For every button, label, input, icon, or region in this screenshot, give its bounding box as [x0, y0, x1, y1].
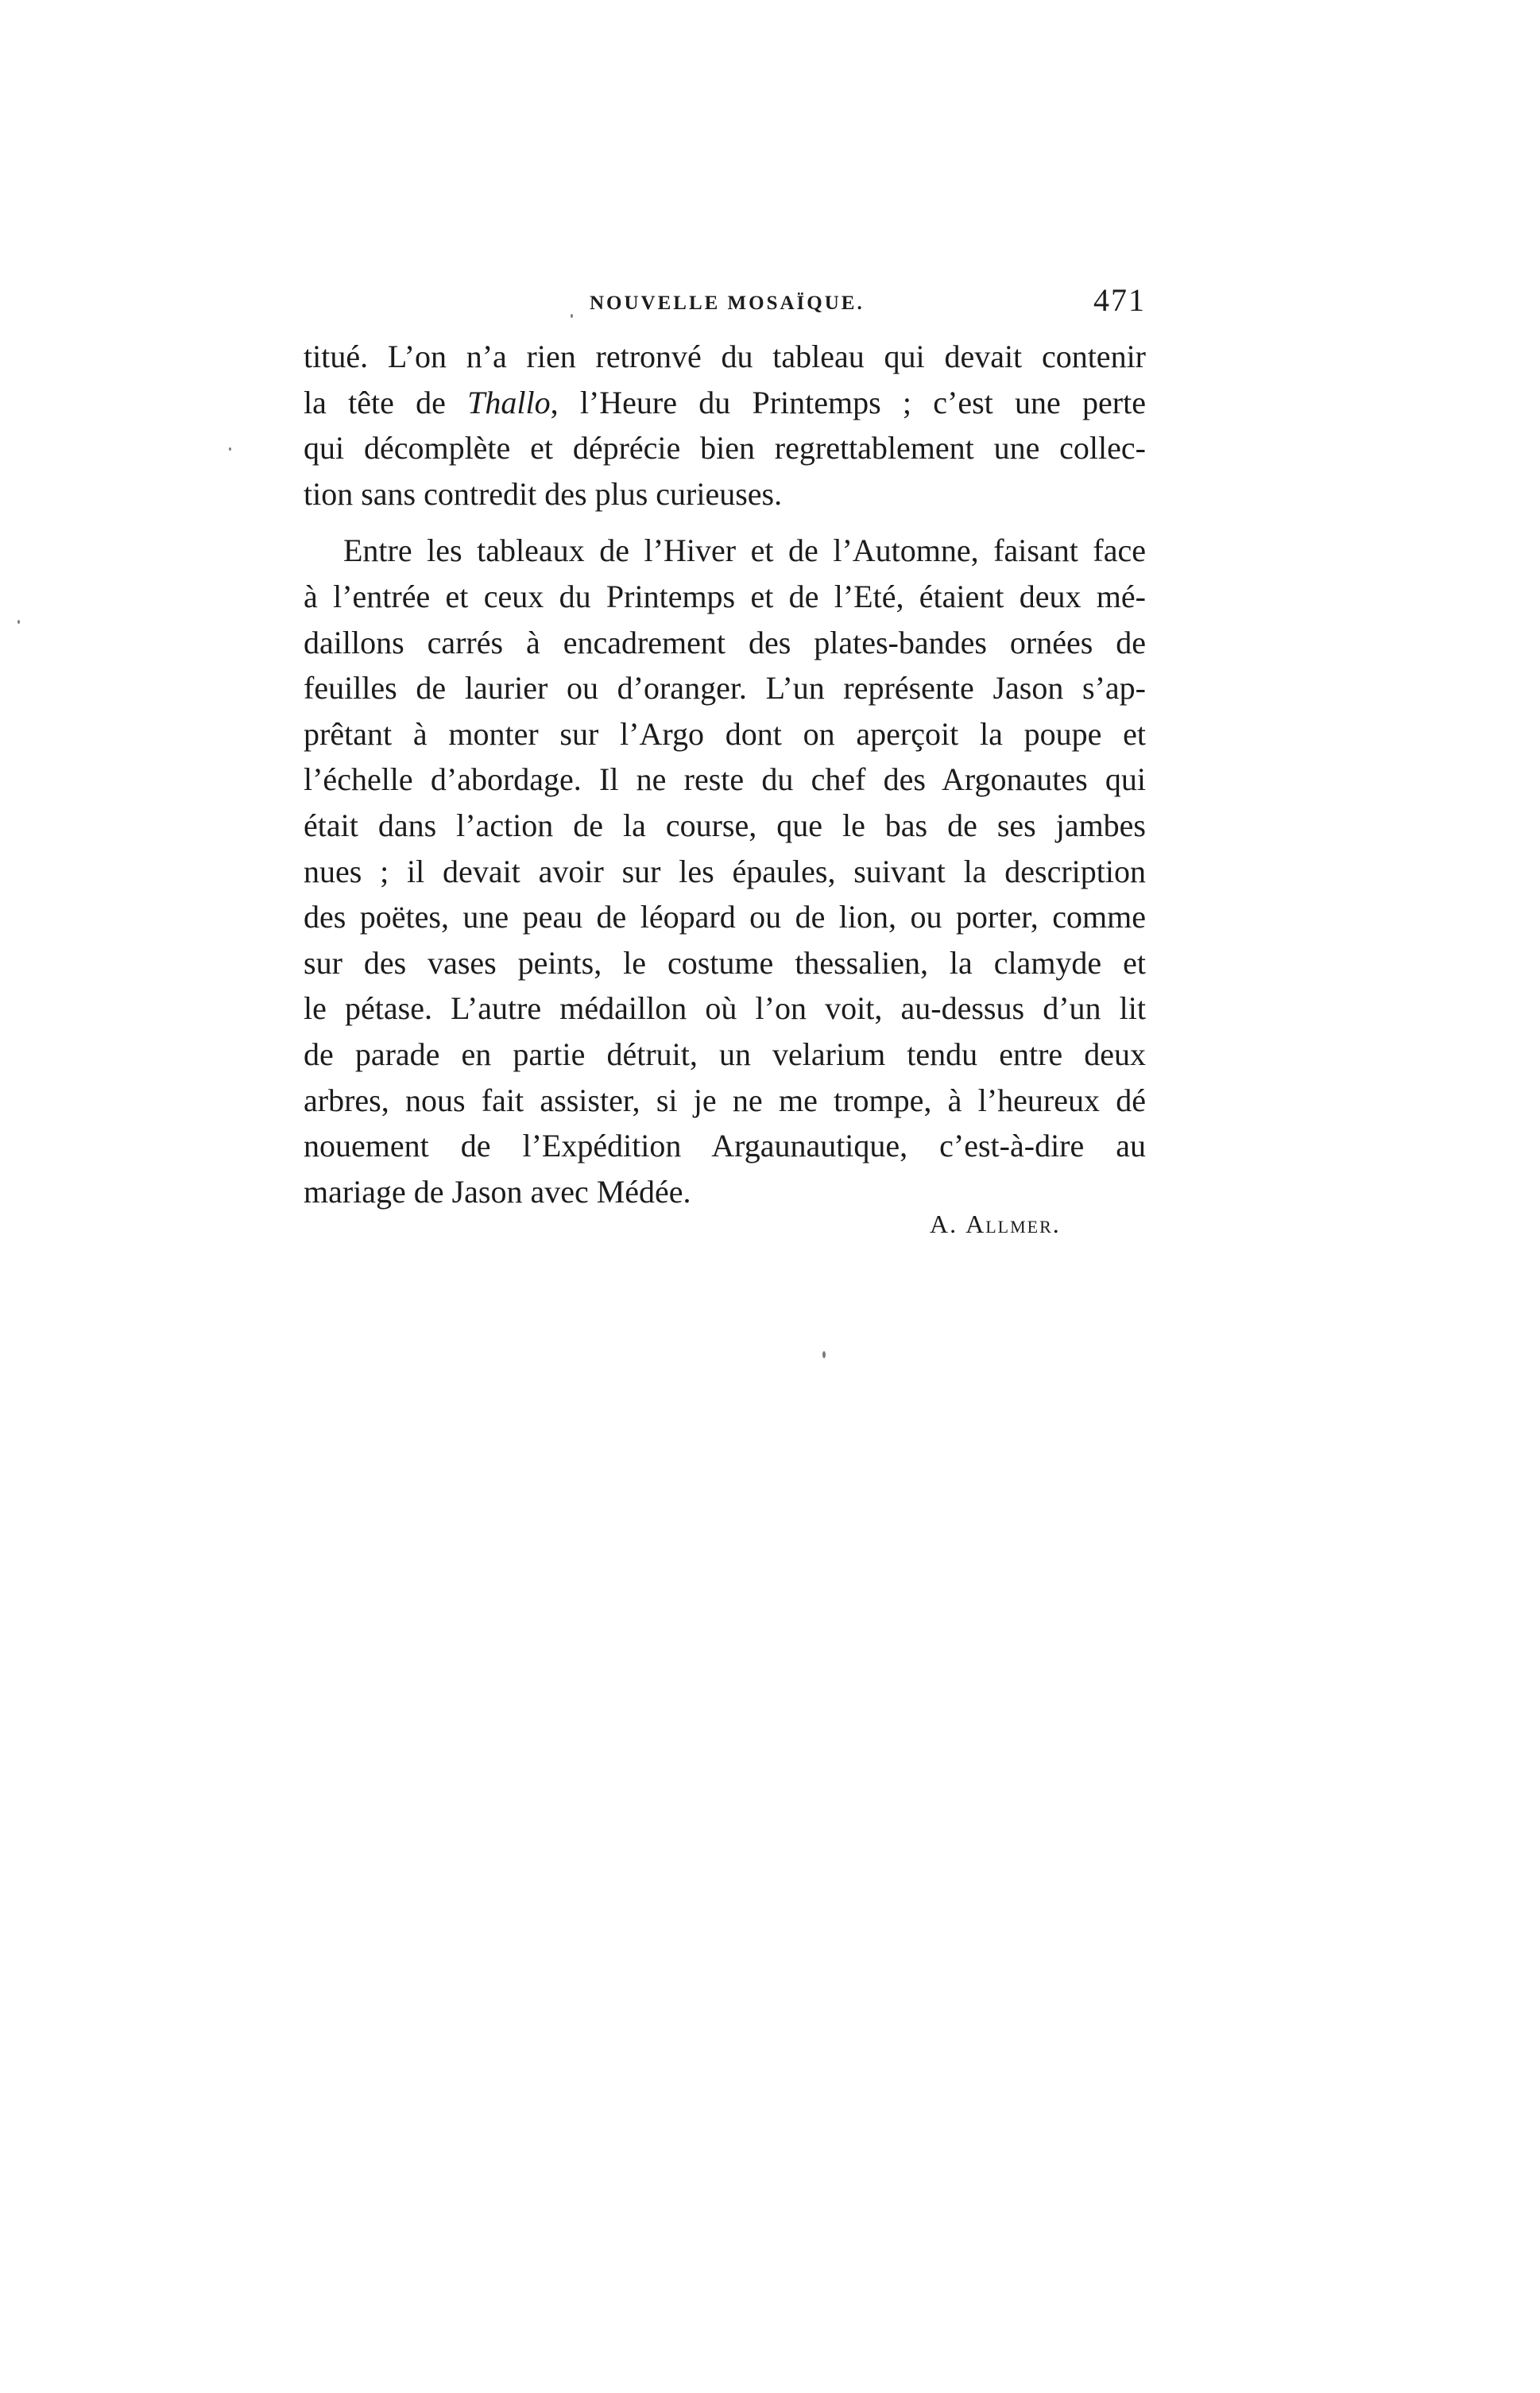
- text-line: Entre les tableaux de l’Hiver et de l’Automne, faisant face: [343, 532, 1146, 569]
- text-line: prêtant à monter sur l’Argo dont on aperçoit la poupe et: [304, 715, 1146, 752]
- scan-speck: [17, 620, 20, 624]
- text-line: arbres, nous fait assister, si je ne me trompe, à l’heureux dé: [304, 1082, 1146, 1118]
- text-line: sur des vases peints, le costume thessalien, la clamyde et: [304, 944, 1146, 981]
- text-line: à l’entrée et ceux du Printemps et de l’Eté, étaient deux mé-: [304, 578, 1146, 614]
- text-line: tion sans contredit des plus curieuses.: [304, 475, 783, 512]
- scan-speck: [571, 314, 573, 318]
- text-line: l’échelle d’abordage. Il ne reste du chef des Argonautes qui: [304, 761, 1146, 798]
- text-line: nouement de l’Expédition Argaunautique, c’est-à-dire au: [304, 1128, 1146, 1164]
- scan-speck: [822, 1351, 826, 1358]
- text-line: le pétase. L’autre médaillon où l’on voit, au-dessus d’un lit: [304, 990, 1146, 1027]
- text-line: la tête de Thallo, l’Heure du Printemps ; c’est une perte: [304, 384, 1146, 420]
- text-line: de parade en partie détruit, un velarium tendu entre deux: [304, 1036, 1146, 1072]
- text-line: feuilles de laurier ou d’oranger. L’un représente Jason s’ap-: [304, 670, 1146, 707]
- body-text: [304, 334, 1146, 1214]
- italic-name: Thallo: [467, 384, 551, 420]
- page-number: 471: [1093, 282, 1146, 318]
- scan-speck: [229, 447, 231, 451]
- running-head: [304, 281, 1146, 329]
- paragraph-gap: [304, 517, 1146, 528]
- text-line: nues ; il devait avoir sur les épaules, suivant la description: [304, 853, 1146, 889]
- text-line: daillons carrés à encadrement des plates-bandes ornées de: [304, 624, 1146, 660]
- signature-initial: A.: [930, 1210, 958, 1238]
- text-line: qui décomplète et déprécie bien regrettablement une collec-: [304, 430, 1146, 467]
- running-title: NOUVELLE MOSAÏQUE.: [590, 292, 865, 314]
- author-signature: [930, 1210, 1061, 1239]
- text-line: des poëtes, une peau de léopard ou de lion, ou porter, comme: [304, 899, 1146, 935]
- signature-surname: Allmer.: [965, 1210, 1061, 1238]
- text-line: titué. L’on n’a rien retronvé du tableau qui devait contenir: [304, 339, 1146, 374]
- text-line: était dans l’action de la course, que le bas de ses jambes: [304, 807, 1146, 843]
- text-line: mariage de Jason avec Médée.: [304, 1173, 691, 1210]
